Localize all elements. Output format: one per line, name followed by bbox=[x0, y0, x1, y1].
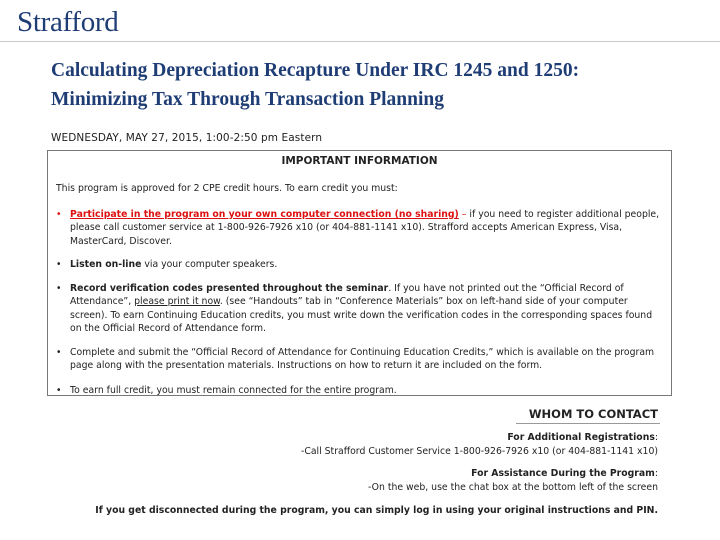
listen-label: Listen on-line bbox=[70, 259, 142, 270]
info-intro bbox=[56, 183, 398, 194]
assistance-text: -On the web, use the chat box at the bottom left of the screen bbox=[368, 482, 658, 493]
bullet-icon: • bbox=[56, 259, 62, 270]
registrations-label: For Additional Registrations bbox=[507, 432, 655, 443]
record-codes-text-b: . (see “Handouts” tab in “Conference Materials” box on left-hand side of your computer screen). To earn Continuing Education credits, you must write down the verification codes in the corresponding spaces found on the Official Record of Attendance form. bbox=[70, 296, 653, 334]
registrations-text: -Call Strafford Customer Service 1-800-926-7926 x10 (or 404-881-1141 x10) bbox=[300, 446, 658, 457]
contact-divider bbox=[516, 423, 660, 424]
contact-heading: WHOM TO CONTACT bbox=[528, 407, 658, 421]
bullet-full-credit bbox=[56, 384, 661, 397]
bullet-icon: • bbox=[56, 283, 62, 294]
bullet-record-codes bbox=[56, 282, 661, 335]
assistance-heading bbox=[471, 468, 658, 479]
info-heading: IMPORTANT INFORMATION bbox=[281, 155, 438, 167]
submit-record-text: Complete and submit the “Official Record of Attendance for Continuing Education Credits,” which is available on the program page along with the presentation materials. Instructions on how to return it are included on the form. bbox=[70, 347, 655, 372]
disconnect-notice: If you get disconnected during the program, you can simply log in using your original instructions and PIN. bbox=[95, 505, 658, 516]
participate-dash: – bbox=[458, 209, 467, 220]
important-information-box bbox=[47, 150, 672, 396]
full-credit-text: To earn full credit, you must remain connected for the entire program. bbox=[70, 385, 397, 396]
registrations-heading bbox=[507, 432, 658, 443]
bullet-icon: • bbox=[56, 385, 62, 396]
title-line-1: Calculating Depreciation Recapture Under IRC 1245 and 1250: bbox=[51, 60, 580, 81]
intro-credit-hours: This program is approved for 2 CPE credit hours bbox=[56, 183, 280, 194]
record-codes-label: Record verification codes presented throughout the seminar bbox=[70, 283, 389, 294]
registrations-colon: : bbox=[654, 432, 658, 443]
participate-text: if you need to register additional people, please call customer service at 1-800-926-7926 x10 (or 404-881-1141 x10). Strafford accepts American Express, Visa, MasterCard, Discover. bbox=[70, 209, 660, 247]
header-divider bbox=[0, 41, 720, 42]
assistance-colon: : bbox=[654, 468, 658, 479]
assistance-label: For Assistance During the Program bbox=[471, 468, 655, 479]
bullet-icon: • bbox=[56, 209, 62, 220]
bullet-icon: • bbox=[56, 347, 62, 358]
event-date: WEDNESDAY, MAY 27, 2015, 1:00-2:50 pm Eastern bbox=[51, 132, 323, 144]
listen-text: via your computer speakers. bbox=[141, 259, 278, 270]
bullet-listen bbox=[56, 258, 661, 271]
print-now-link[interactable]: please print it now bbox=[134, 296, 220, 308]
title-line-2: Minimizing Tax Through Transaction Planning bbox=[51, 89, 445, 110]
bullet-submit-record bbox=[56, 346, 661, 373]
bullet-participate bbox=[56, 208, 661, 248]
record-codes-text-a: . If you have not printed out the “Official Record of Attendance”, bbox=[70, 283, 624, 308]
page-title bbox=[51, 56, 711, 114]
participate-link[interactable]: Participate in the program on your own computer connection (no sharing) bbox=[70, 209, 459, 220]
strafford-logo: Strafford bbox=[17, 6, 119, 38]
intro-instructions: . To earn credit you must: bbox=[279, 183, 398, 194]
